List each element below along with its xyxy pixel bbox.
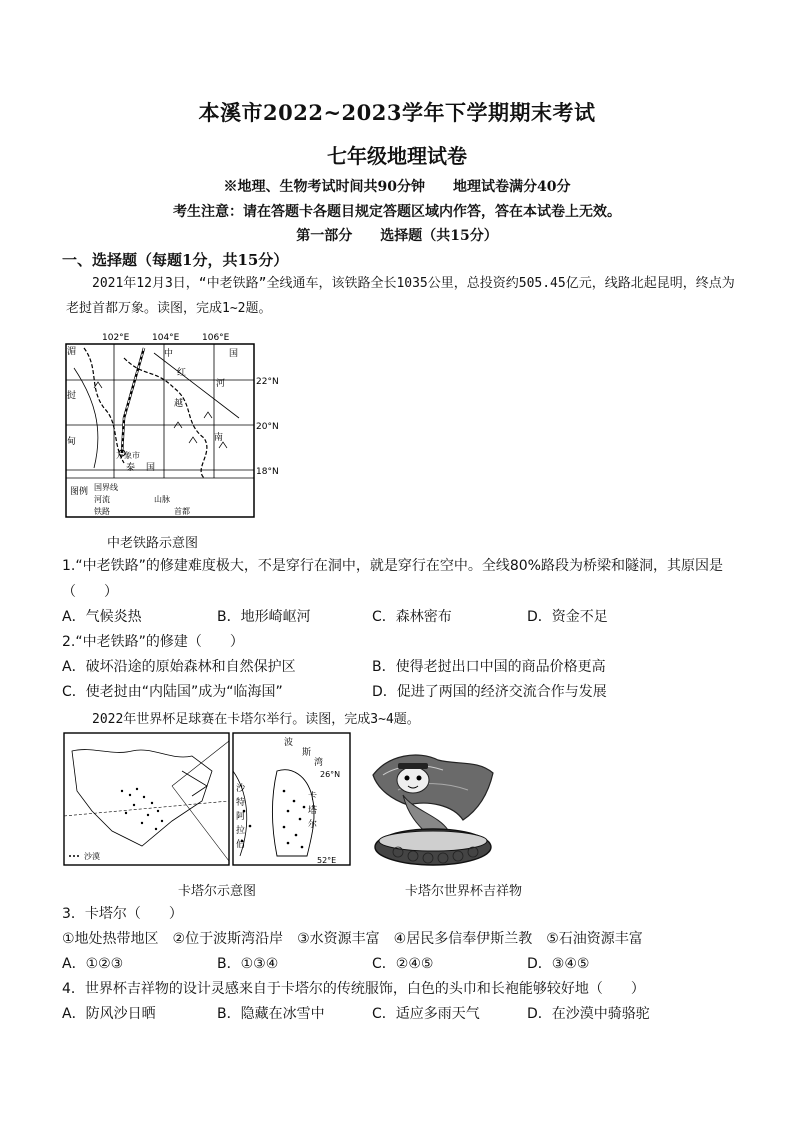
question-2: 2.“中老铁路”的修建（ ）: [62, 634, 244, 650]
section-heading: 一、选择题（每题1分，共15分）: [62, 251, 289, 269]
q4-option-b[interactable]: B．隐藏在冰雪中: [217, 1006, 325, 1022]
place-label: 湾: [314, 758, 324, 768]
q2-option-b[interactable]: B．使得老挝出口中国的商品价格更高: [372, 659, 606, 675]
legend-item: 铁路: [94, 507, 110, 516]
place-label: 特: [236, 798, 246, 808]
q2-option-a[interactable]: A．破坏沿途的原始森林和自然保护区: [62, 659, 296, 675]
lat-label: 20°N: [256, 422, 279, 432]
lon-label: 106°E: [202, 333, 230, 343]
q1-option-a[interactable]: A．气候炎热: [62, 609, 142, 625]
place-label: 挝: [67, 391, 77, 401]
intro-paragraph-1: 2021年12月3日，“中老铁路”全线通车，该铁路全长1035公里，总投资约505.45亿元，线路北起昆明，终点为老挝首都万象。读图，完成1~2题。: [66, 276, 735, 316]
q3-option-c[interactable]: C．②④⑤: [372, 956, 434, 972]
q1-option-d[interactable]: D．资金不足: [527, 609, 608, 625]
map1-caption: 中老铁路示意图: [107, 536, 199, 551]
q4-option-c[interactable]: C．适应多雨天气: [372, 1006, 480, 1022]
question-1: 1.“中老铁路”的修建难度极大，不是穿行在洞中，就是穿行在空中。全线80%路段为桥梁和隧洞，其原因是（ ）: [62, 558, 723, 600]
place-label: 沙: [236, 784, 246, 794]
place-label: 国: [229, 349, 239, 359]
part-heading: 第一部分 选择题（共15分）: [296, 228, 498, 244]
place-label: 拉: [236, 826, 246, 836]
q3-choices: ①地处热带地区 ②位于波斯湾沿岸 ③水资源丰富 ④居民多信奉伊斯兰教 ⑤石油资源丰富: [62, 931, 643, 947]
exam-time-note: ※地理、生物考试时间共90分钟 地理试卷满分40分: [223, 179, 571, 195]
intro-paragraph-2: 2022年世界杯足球赛在卡塔尔举行。读图，完成3~4题。: [92, 712, 420, 727]
place-label: 越: [174, 399, 184, 409]
mascot-caption: 卡塔尔世界杯吉祥物: [405, 884, 523, 899]
q1-option-c[interactable]: C．森林密布: [372, 609, 452, 625]
lon-label: 104°E: [152, 333, 180, 343]
place-label: 泰: [126, 463, 136, 473]
place-label: 伯: [236, 840, 246, 850]
q3-option-b[interactable]: B．①③④: [217, 956, 279, 972]
exam-title: 本溪市2022~2023学年下学期期末考试: [198, 100, 596, 125]
place-label: 尔: [308, 820, 318, 830]
legend-item: 山脉: [154, 495, 170, 504]
qatar-map: [62, 731, 352, 871]
place-label: 卡: [308, 792, 318, 802]
q3-option-a[interactable]: A．①②③: [62, 956, 124, 972]
q4-option-d[interactable]: D．在沙漠中骑骆驼: [527, 1006, 650, 1022]
place-label: 斯: [302, 748, 312, 758]
place-label: 湄: [67, 347, 77, 357]
legend-item: 河流: [94, 495, 110, 504]
place-label: 国: [146, 463, 156, 473]
question-4: 4．世界杯吉祥物的设计灵感来自于卡塔尔的传统服饰，白色的头巾和长袍能够较好地（ ）: [62, 981, 645, 997]
q2-option-d[interactable]: D．促进了两国的经济交流合作与发展: [372, 684, 607, 700]
place-label: 南: [214, 433, 224, 443]
place-label: 甸: [67, 437, 77, 447]
china-laos-railway-map: [64, 328, 279, 523]
capital-label: 万象市: [116, 451, 140, 460]
lat-label: 26°N: [320, 770, 341, 779]
q4-option-a[interactable]: A．防风沙日晒: [62, 1006, 156, 1022]
q3-option-d[interactable]: D．③④⑤: [527, 956, 590, 972]
place-label: 中: [164, 349, 174, 359]
place-label: 阿: [236, 812, 246, 822]
exam-notice: 考生注意：请在答题卡各题目规定答题区域内作答，答在本试卷上无效。: [173, 204, 621, 220]
place-label: 河: [216, 379, 226, 389]
lon-label: 102°E: [102, 333, 130, 343]
legend-title: 图例: [70, 487, 89, 497]
lat-label: 22°N: [256, 377, 279, 387]
question-3: 3．卡塔尔（ ）: [62, 906, 183, 922]
lon-label: 52°E: [317, 856, 337, 865]
q1-option-b[interactable]: B．地形崎岖河: [217, 609, 311, 625]
place-label: 红: [177, 368, 187, 378]
legend-item: 沙漠: [84, 852, 100, 861]
legend-item: 首都: [174, 507, 190, 516]
exam-subtitle: 七年级地理试卷: [327, 144, 467, 168]
mascot-illustration: [368, 735, 498, 870]
q2-option-c[interactable]: C．使老挝由“内陆国”成为“临海国”: [62, 684, 283, 700]
lat-label: 18°N: [256, 467, 279, 477]
place-label: 塔: [308, 806, 318, 816]
map2-caption: 卡塔尔示意图: [178, 884, 257, 899]
legend-item: 国界线: [94, 483, 118, 492]
place-label: 波: [284, 738, 294, 748]
